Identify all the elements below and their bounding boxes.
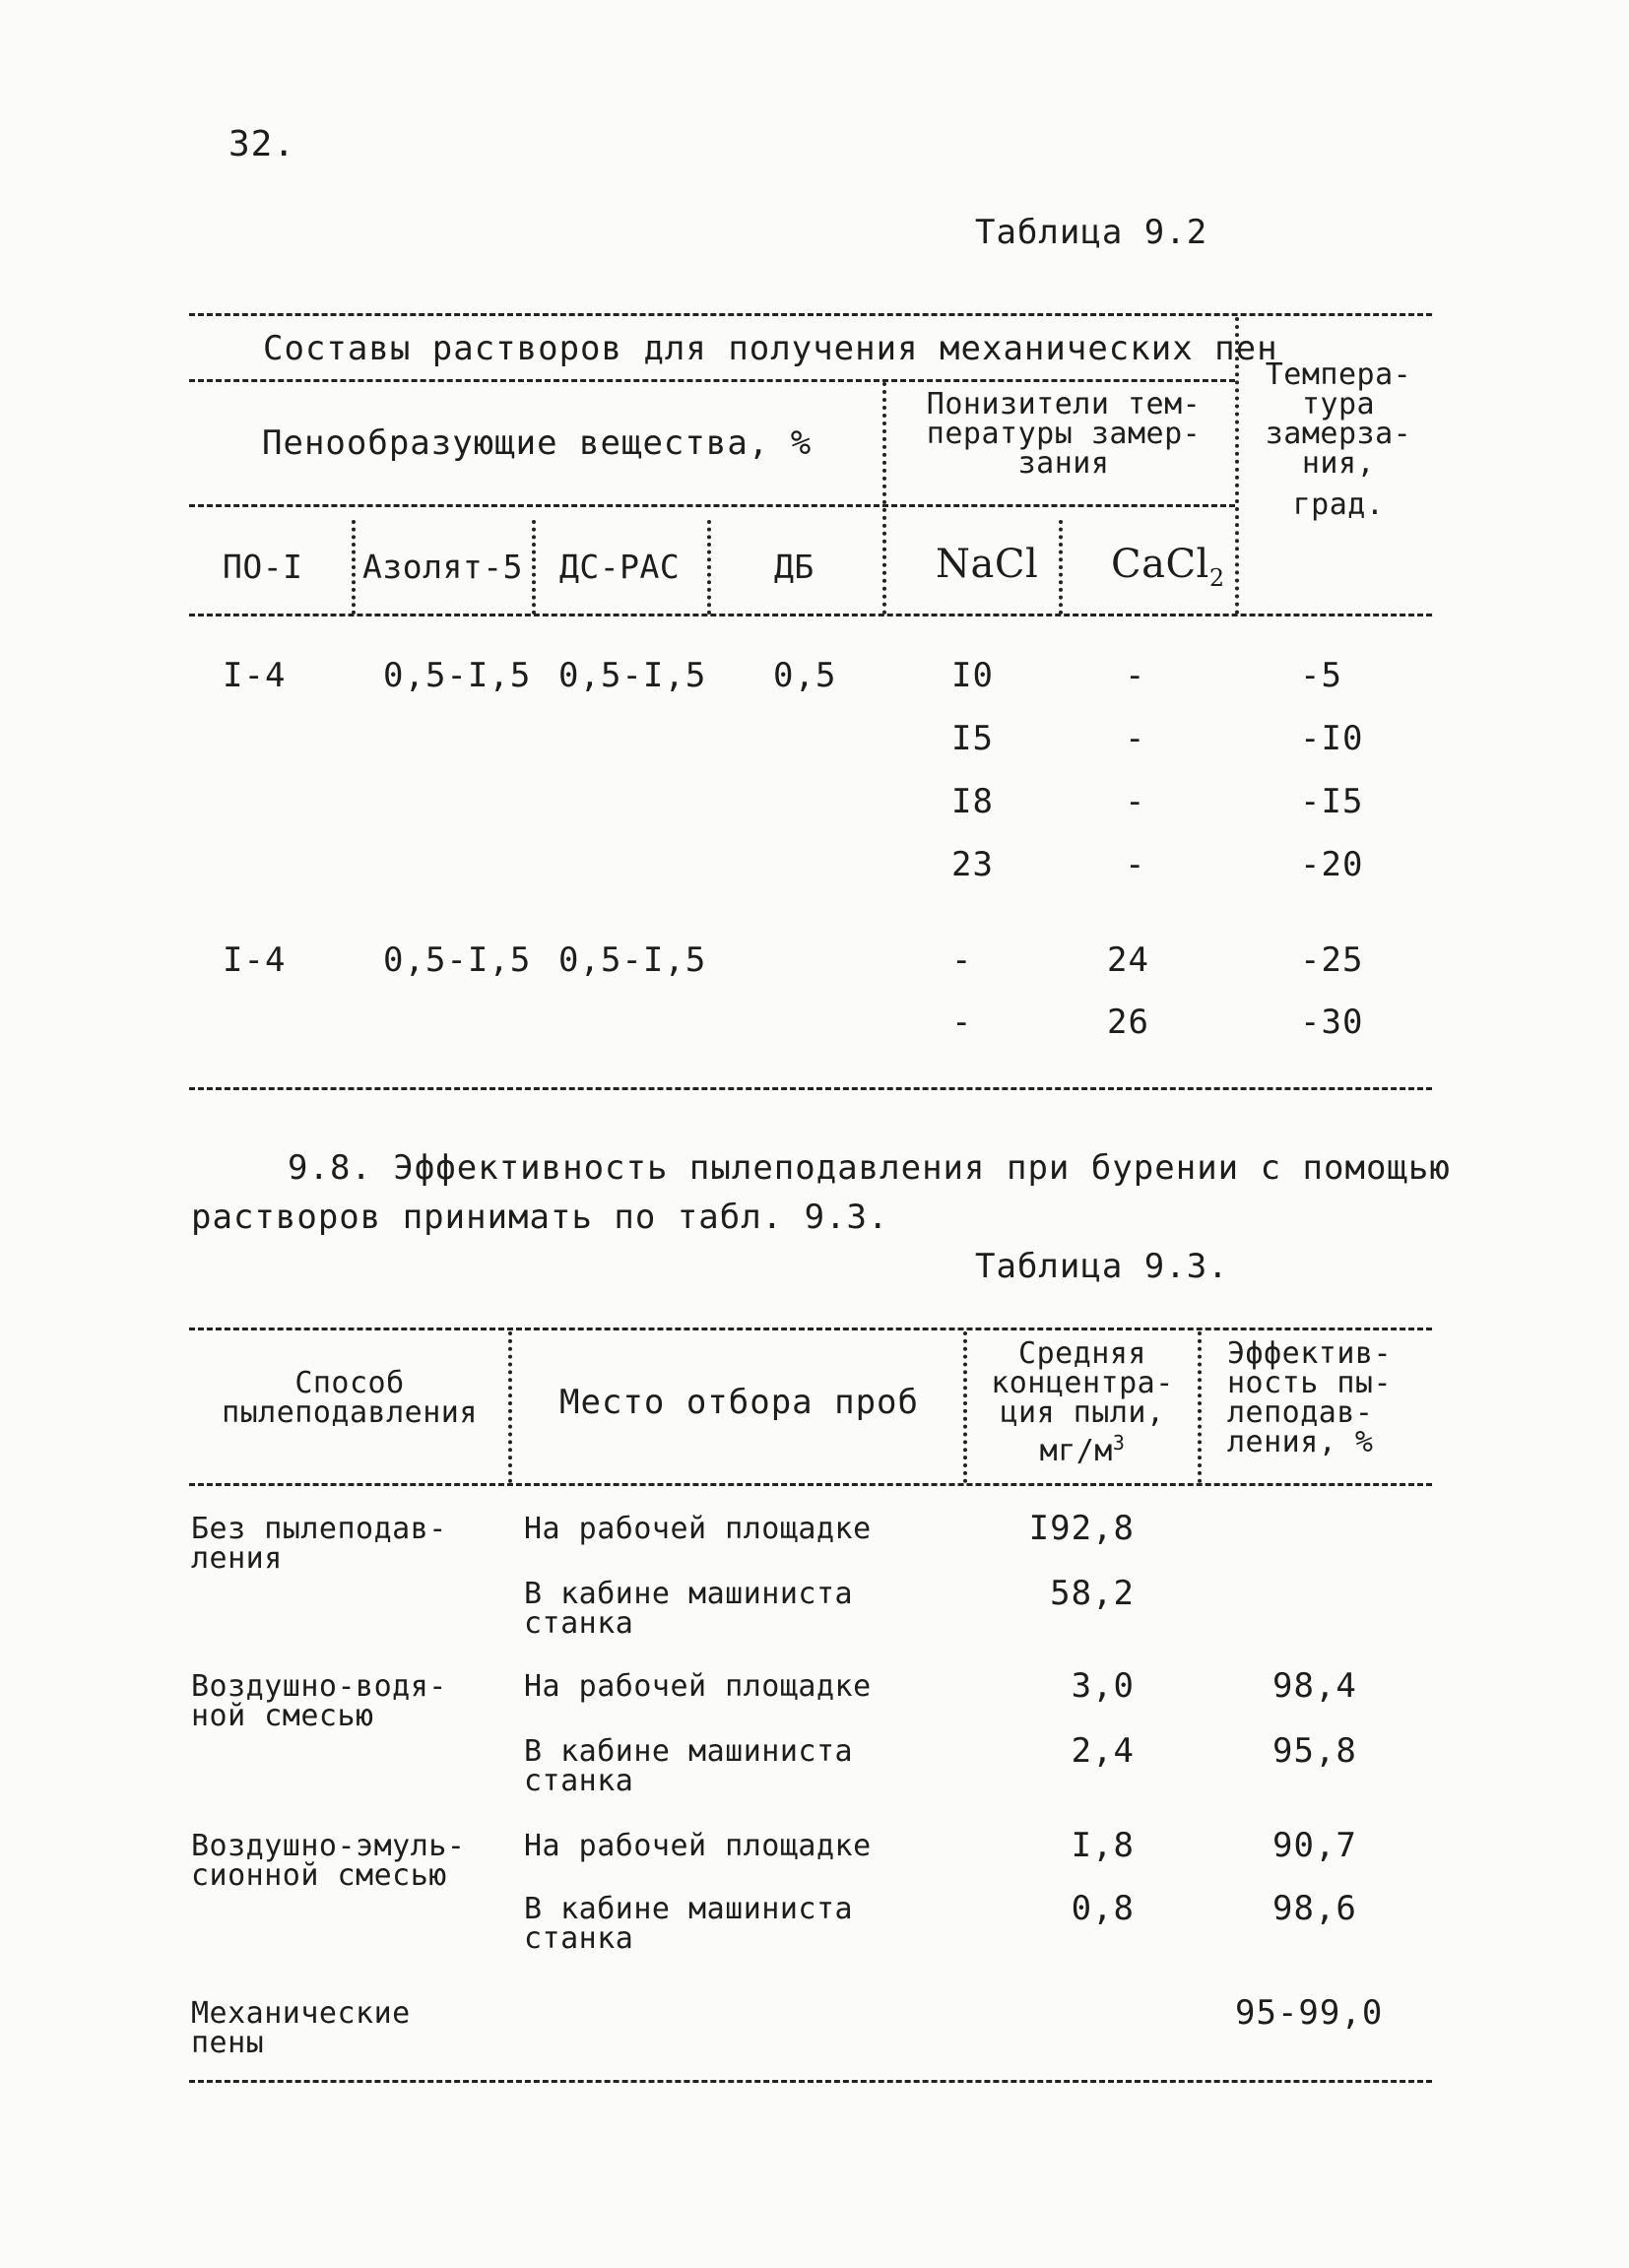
col-header-db: ДБ [774,548,814,586]
t2-r6-efficiency: 98,6 [1272,1889,1357,1928]
t1-r2-cacl2: - [1125,719,1146,758]
col-header-nacl: NaCl [936,542,1039,587]
table-9-3-caption: Таблица 9.3. [975,1247,1229,1286]
t2-header-efficiency: Эффектив- ность пы- леподав- ления, % [1227,1336,1393,1459]
t2-r5-place: На рабочей площадке [524,1829,872,1863]
table1-vrule-1 [352,520,356,615]
t2-r4-place: В кабине машиниста станка [524,1734,854,1798]
table1-vrule-4 [1059,520,1063,615]
t1-r1-azolyat: 0,5-I,5 [383,656,532,695]
t1-r2-temp: -I0 [1300,719,1364,758]
table1-vrule-reducers [882,382,886,615]
table2-vrule-2 [963,1331,967,1483]
table2-top-rule [189,1328,1432,1330]
t1-r1-db: 0,5 [773,656,837,695]
t1-r3-nacl: I8 [951,782,994,821]
t2-header-method: Способ пылеподавления [222,1366,478,1430]
t1-r5-cacl2: 24 [1107,940,1149,980]
t1-r1-nacl: I0 [951,656,994,695]
t1-r5-azolyat: 0,5-I,5 [383,940,532,980]
table1-reducer-header: Понизители тем- пературы замер- зания [926,387,1202,481]
t1-r4-cacl2: - [1125,845,1146,884]
t1-r3-temp: -I5 [1300,782,1364,821]
table1-vrule-3 [707,520,711,615]
t2-r7-efficiency: 95-99,0 [1235,1993,1384,2033]
t2-r5-concentration: I,8 [1071,1826,1135,1865]
table1-vrule-2 [532,520,536,615]
t2-r3-concentration: 3,0 [1071,1666,1135,1706]
t1-r5-dsras: 0,5-I,5 [558,940,707,980]
table1-top-rule [189,313,1432,316]
table1-group-header: Составы растворов для получения механических пен [263,329,1278,368]
t2-r6-concentration: 0,8 [1071,1889,1135,1928]
t2-header-place: Место отбора проб [559,1383,919,1422]
t1-r1-cacl2: - [1125,656,1146,695]
table2-vrule-3 [1198,1331,1202,1483]
t1-r5-po1: I-4 [223,940,287,980]
table1-temp-header: Темпера- тура замерза- ния, град. [1265,357,1412,522]
t2-r3-efficiency: 98,4 [1272,1666,1357,1706]
t2-r5-method: Воздушно-эмуль- сионной смесью [191,1829,466,1893]
t1-r6-nacl: - [951,1003,973,1042]
t2-r1-concentration: I92,8 [1028,1509,1135,1548]
t1-r6-temp: -30 [1300,1003,1364,1042]
t1-r5-nacl: - [951,940,973,980]
t1-r1-temp: -5 [1300,656,1342,695]
t1-r2-nacl: I5 [951,719,994,758]
t2-r5-efficiency: 90,7 [1272,1826,1357,1865]
t2-r1-method: Без пылеподав- ления [191,1512,447,1576]
col-header-po1: ПО-I [223,548,303,586]
t1-r3-cacl2: - [1125,782,1146,821]
t1-r4-temp: -20 [1300,845,1364,884]
col-header-ds-ras: ДС-РАС [559,548,681,586]
t2-r4-efficiency: 95,8 [1272,1731,1357,1771]
t2-header-concentration: Средняя концентра- ция пыли, $мг/м^3$ [991,1336,1174,1468]
t2-r2-place: В кабине машиниста станка [524,1577,854,1641]
page-number: 32. [228,124,296,164]
t2-r1-place: На рабочей площадке [524,1512,872,1546]
t1-r1-dsras: 0,5-I,5 [558,656,707,695]
table1-foaming-header: Пенообразующие вещества, % [262,423,813,463]
table1-header-rule [189,614,1432,616]
t2-r3-place: На рабочей площадке [524,1669,872,1704]
t2-r7-method: Механические пены [191,1996,411,2060]
table2-vrule-1 [508,1331,512,1483]
table1-group-rule [189,379,1235,382]
t1-r6-cacl2: 26 [1107,1003,1149,1042]
t2-r6-place: В кабине машиниста станка [524,1892,854,1956]
t1-r4-nacl: 23 [951,845,994,884]
paragraph-line-2: растворов принимать по табл. 9.3. [191,1198,889,1237]
col-header-azolyat: Азолят-5 [362,548,523,586]
t1-r5-temp: -25 [1300,940,1364,980]
t2-r3-method: Воздушно-водя- ной смесью [191,1669,447,1733]
t1-r1-po1: I-4 [223,656,287,695]
paragraph-line-1: 9.8. Эффективность пылеподавления при бурении с помощью [288,1148,1451,1188]
t2-r2-concentration: 58,2 [1050,1574,1135,1613]
t2-r4-concentration: 2,4 [1071,1731,1135,1771]
col-header-cacl2: CaCl$_2$ [1111,542,1225,592]
table1-bottom-rule [189,1087,1432,1090]
table2-bottom-rule [189,2080,1432,2083]
table2-header-rule [189,1483,1432,1486]
table1-subgroup-rule [189,504,1235,507]
table-9-2-caption: Таблица 9.2 [975,213,1208,252]
